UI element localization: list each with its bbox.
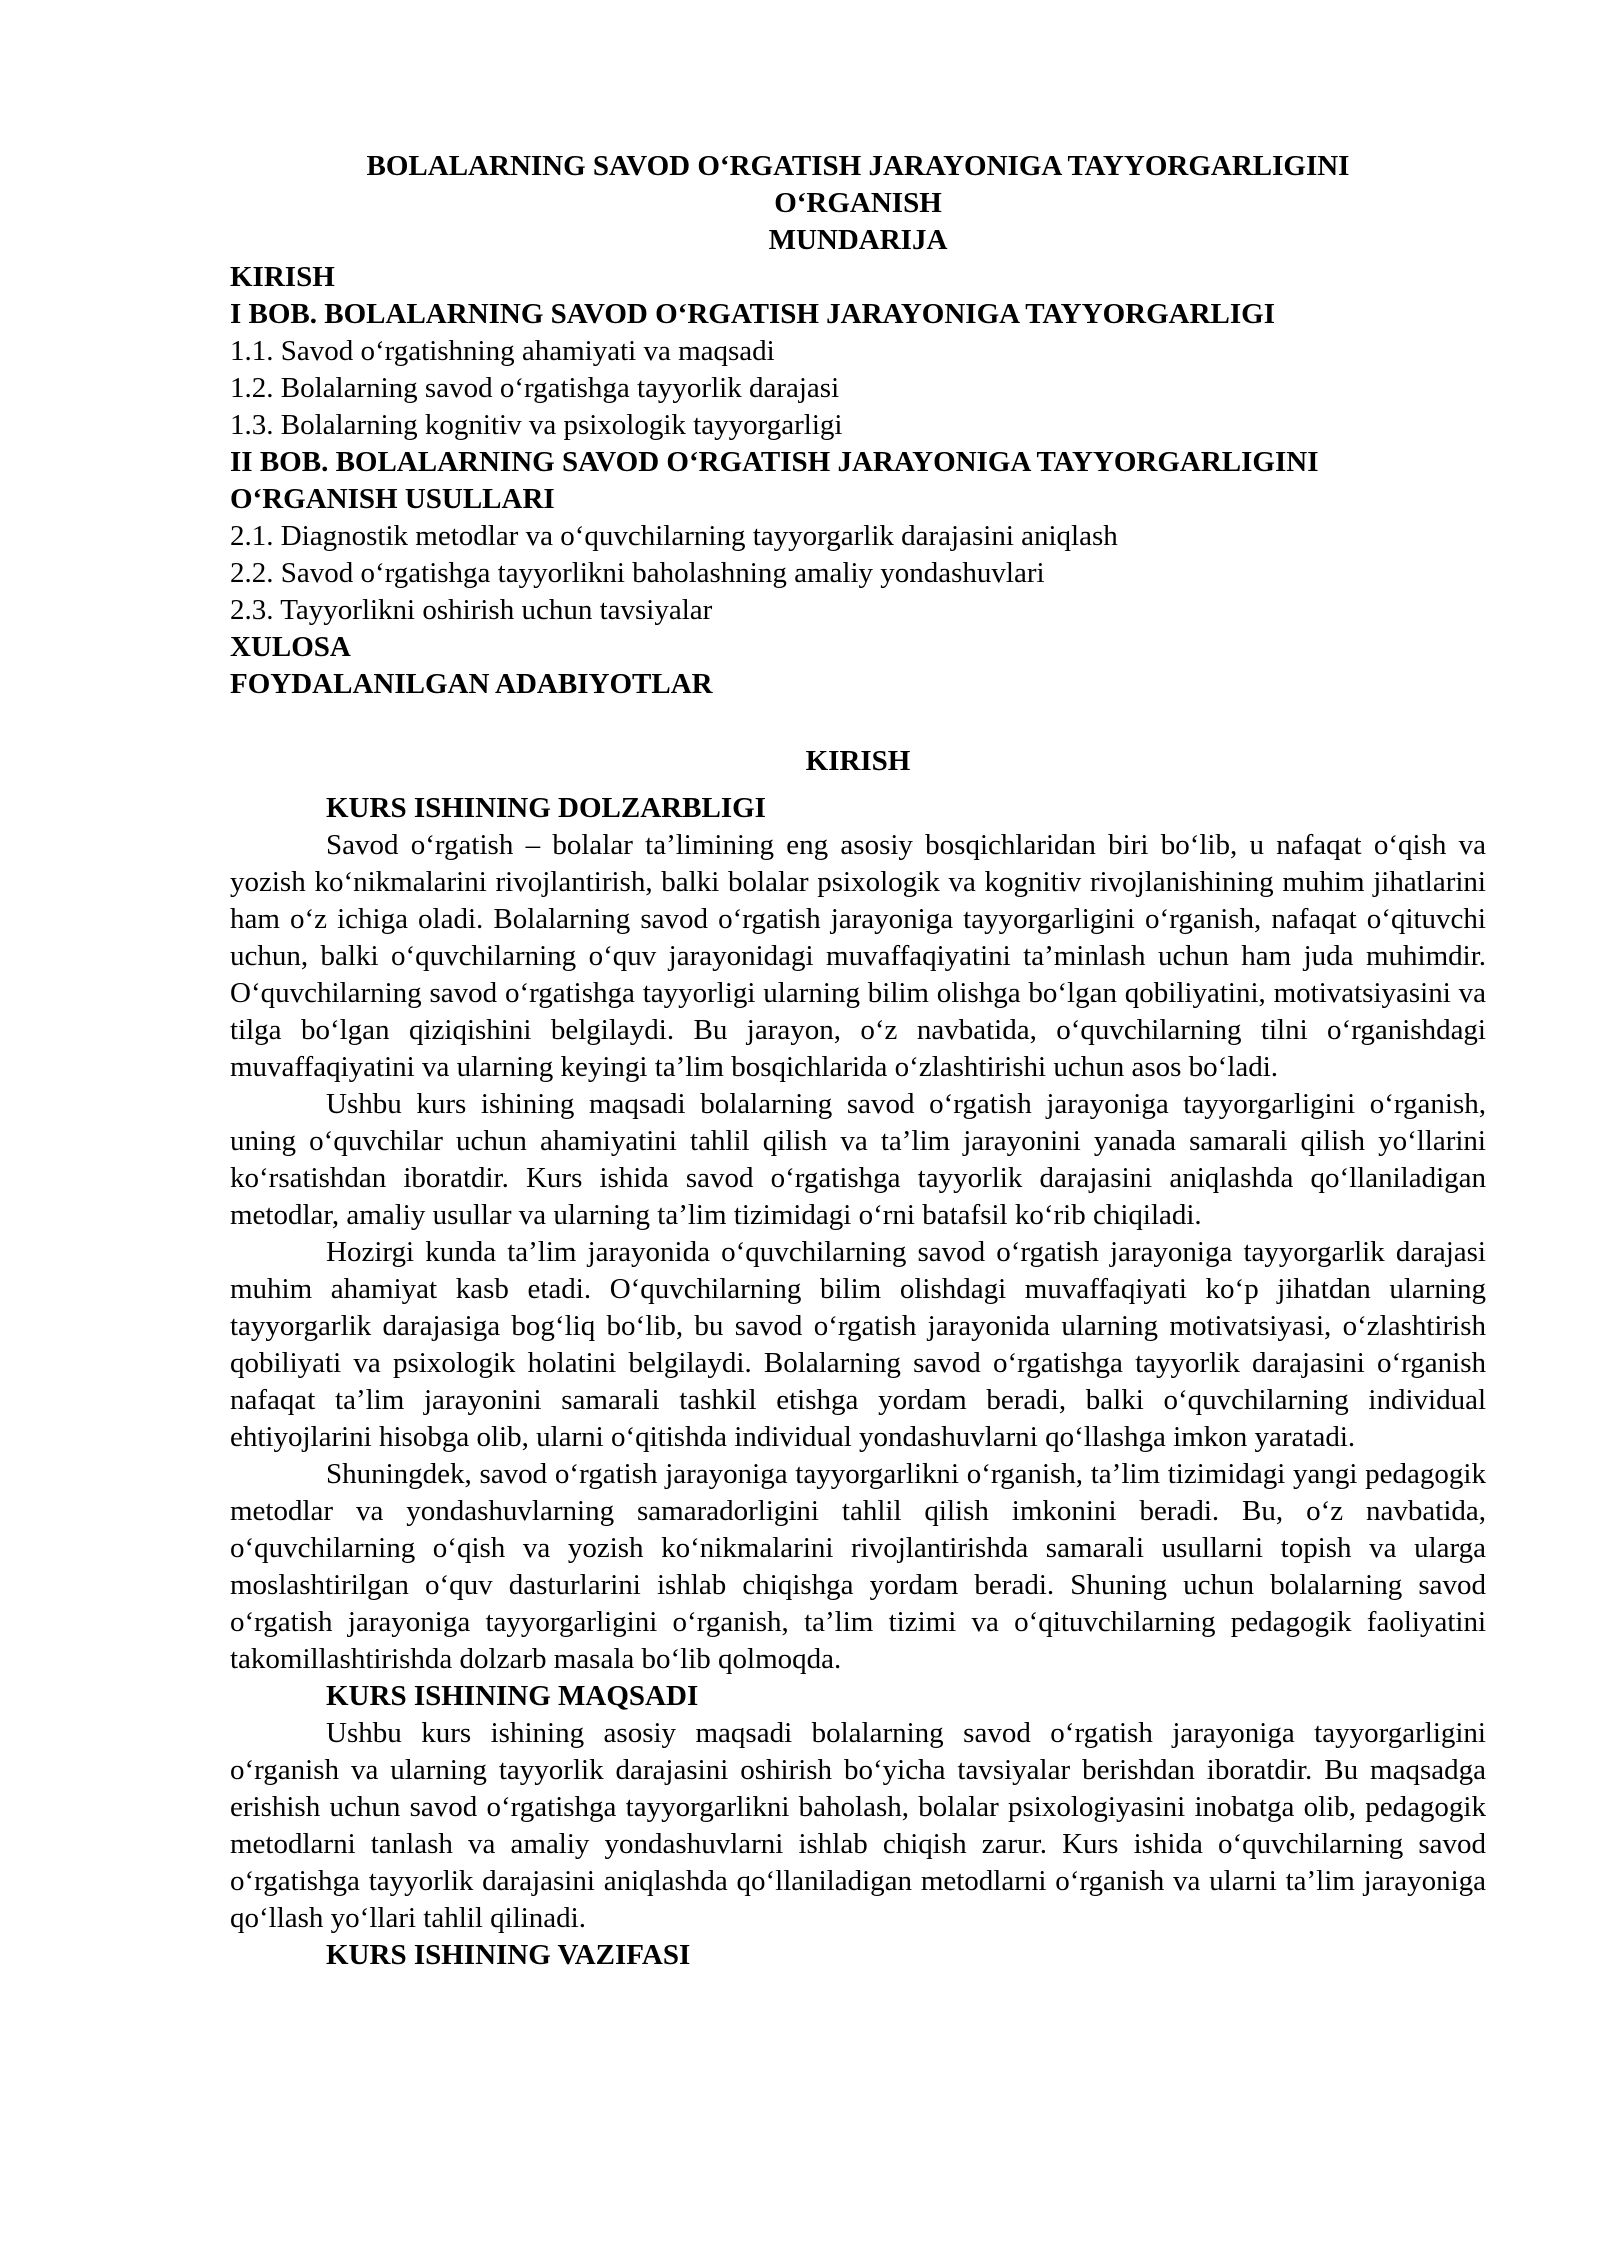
body-paragraph: Ushbu kurs ishining maqsadi bolalarning savod o‘rgatish jarayoniga tayyorgarligini o‘rganish, uning o‘quvchilar uchun ahamiyatini tahlil qilish va ta’lim jarayonini yanada samarali qilish yo‘llarini ko‘rsatishdan iboratdir. Kurs ishida savod o‘rgatishga tayyorlik darajasini aniqlashda qo‘llaniladigan metodlar, amaliy usullar va ularning ta’lim tizimidagi o‘rni batafsil ko‘rib chiqiladi. [230, 1088, 1486, 1231]
toc-item: 1.1. Savod o‘rgatishning ahamiyati va maqsadi [230, 335, 775, 367]
toc-conclusion: XULOSA [230, 631, 351, 663]
intro-heading: KIRISH [805, 745, 911, 777]
toc-chapter-2-line-1: II BOB. BOLALARNING SAVOD O‘RGATISH JARAYONIGA TAYYORGARLIGINI [230, 446, 1319, 478]
toc-title: MUNDARIJA [768, 224, 948, 256]
body-paragraph: Hozirgi kunda ta’lim jarayonida o‘quvchilarning savod o‘rgatish jarayoniga tayyorgarlik darajasi muhim ahamiyat kasb etadi. O‘quvchilarning bilim olishdagi muvaffaqiyati ko‘p jihatdan ularning tayyorgarlik darajasiga bog‘liq bo‘lib, bu savod o‘rgatish jarayonida ularning motivatsiyasi, o‘zlashtirish qobiliyati va psixologik holatini belgilaydi. Bolalarning savod o‘rgatishga tayyorlik darajasini o‘rganish nafaqat ta’lim jarayonini samarali tashkil etishga yordam beradi, balki o‘quvchilarning individual ehtiyojlarini hisobga olib, ularni o‘qitishda individual yondashuvlarni qo‘llashga imkon yaratadi. [230, 1236, 1486, 1453]
toc-item: 2.3. Tayyorlikni oshirish uchun tavsiyalar [230, 594, 713, 626]
body-paragraph: Savod o‘rgatish – bolalar ta’limining eng asosiy bosqichlaridan biri bo‘lib, u nafaqat o‘qish va yozish ko‘nikmalarini rivojlantirish, balki bolalar psixologik va kognitiv rivojlanishining muhim jihatlarini ham o‘z ichiga oladi. Bolalarning savod o‘rgatish jarayoniga tayyorgarligini o‘rganish, nafaqat o‘qituvchi uchun, balki o‘quvchilarning o‘quv jarayonidagi muvaffaqiyatini ta’minlash uchun ham juda muhimdir. O‘quvchilarning savod o‘rgatishga tayyorligi ularning bilim olishga bo‘lgan qobiliyatini, motivatsiyasini va tilga bo‘lgan qiziqishini belgilaydi. Bu jarayon, o‘z navbatida, o‘quvchilarning tilni o‘rganishdagi muvaffaqiyatini va ularning keyingi ta’lim bosqichlarida o‘zlashtirishi uchun asos bo‘ladi. [230, 829, 1486, 1083]
goal-heading: KURS ISHINING MAQSADI [326, 1680, 699, 1712]
document-page [230, 148, 1486, 1974]
toc-item: 2.1. Diagnostik metodlar va o‘quvchilarning tayyorgarlik darajasini aniqlash [230, 520, 1118, 552]
body-paragraph: Ushbu kurs ishining asosiy maqsadi bolalarning savod o‘rgatish jarayoniga tayyorgarligini o‘rganish va ularning tayyorlik darajasini oshirish bo‘yicha tavsiyalar berishdan iboratdir. Bu maqsadga erishish uchun savod o‘rgatishga tayyorgarlikni baholash, bolalar psixologiyasini inobatga olib, pedagogik metodlarni tanlash va amaliy yondashuvlarni ishlab chiqish zarur. Kurs ishida o‘quvchilarning savod o‘rgatishga tayyorlik darajasini aniqlashda qo‘llaniladigan metodlarni o‘rganish va ularni ta’lim jarayoniga qo‘llash yo‘llari tahlil qilinadi. [230, 1717, 1486, 1934]
toc-references: FOYDALANILGAN ADABIYOTLAR [230, 668, 713, 700]
toc-item: 2.2. Savod o‘rgatishga tayyorlikni baholashning amaliy yondashuvlari [230, 557, 1045, 589]
toc-item: 1.3. Bolalarning kognitiv va psixologik tayyorgarligi [230, 409, 843, 441]
tasks-heading: KURS ISHINING VAZIFASI [326, 1939, 691, 1971]
document-title-line-1: BOLALARNING SAVOD O‘RGATISH JARAYONIGA TAYYORGARLIGINI [366, 150, 1350, 182]
toc-intro: KIRISH [230, 261, 335, 293]
body-paragraph: Shuningdek, savod o‘rgatish jarayoniga tayyorgarlikni o‘rganish, ta’lim tizimidagi yangi pedagogik metodlar va yondashuvlarning samaradorligini tahlil qilish imkonini beradi. Bu, o‘z navbatida, o‘quvchilarning o‘qish va yozish ko‘nikmalarini rivojlantirishda samarali usullarni topish va ularga moslashtirilgan o‘quv dasturlarini ishlab chiqishga yordam beradi. Shuning uchun bolalarning savod o‘rgatish jarayoniga tayyorgarligini o‘rganish, ta’lim tizimi va o‘qituvchilarning pedagogik faoliyatini takomillashtirishda dolzarb masala bo‘lib qolmoqda. [230, 1458, 1486, 1675]
toc-item: 1.2. Bolalarning savod o‘rgatishga tayyorlik darajasi [230, 372, 840, 404]
relevance-heading: KURS ISHINING DOLZARBLIGI [326, 792, 766, 824]
toc-chapter-2-line-2: O‘RGANISH USULLARI [230, 483, 555, 515]
document-title-line-2: O‘RGANISH [774, 187, 942, 219]
toc-chapter-1: I BOB. BOLALARNING SAVOD O‘RGATISH JARAYONIGA TAYYORGARLIGI [230, 298, 1275, 330]
